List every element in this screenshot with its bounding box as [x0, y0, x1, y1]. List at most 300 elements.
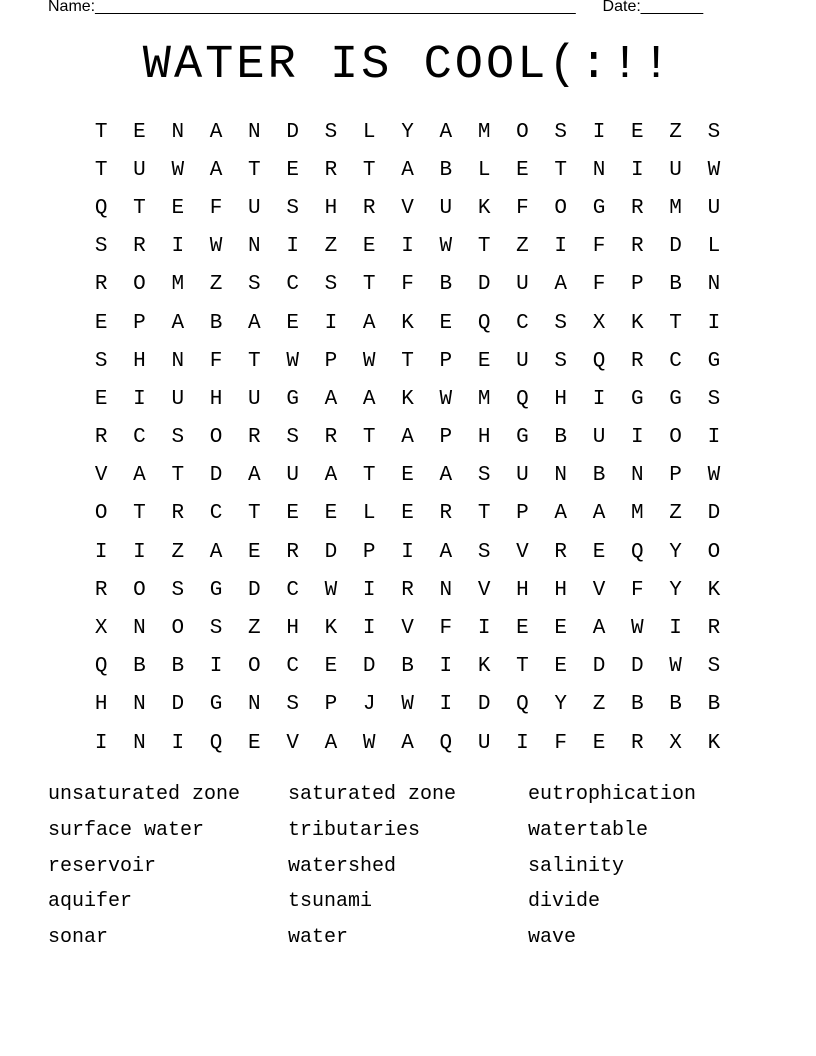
grid-letter: M	[477, 120, 491, 144]
grid-letter: I	[707, 311, 721, 335]
grid-letter: P	[516, 502, 529, 526]
grid-letter: B	[133, 655, 146, 679]
grid-letter: Z	[248, 617, 261, 641]
grid-letter: S	[707, 387, 721, 411]
grid-letter: R	[554, 540, 568, 564]
grid-letter: V	[592, 578, 606, 602]
grid-letter: Q	[592, 349, 606, 373]
grid-letter: B	[171, 655, 185, 679]
grid-letter: I	[477, 617, 491, 641]
grid-letter: Z	[209, 273, 223, 297]
grid-letter: R	[631, 196, 644, 220]
grid-letter: Y	[669, 540, 682, 564]
grid-letter: R	[94, 273, 108, 297]
grid-letter: B	[631, 693, 644, 717]
grid-letter: S	[171, 426, 185, 450]
grid-letter: F	[401, 273, 414, 297]
grid-letter: D	[286, 120, 299, 144]
grid-letter: W	[439, 235, 453, 259]
grid-letter: Q	[209, 731, 223, 755]
letter-grid	[82, 113, 733, 762]
grid-letter: E	[362, 235, 376, 259]
grid-letter: A	[248, 311, 261, 335]
word-list-item: watershed	[288, 854, 397, 878]
grid-letter: W	[631, 617, 644, 641]
grid-letter: W	[209, 235, 223, 259]
grid-letter: U	[248, 387, 261, 411]
name-label: Name:	[48, 0, 96, 15]
grid-letter: S	[248, 273, 261, 297]
word-list-item: reservoir	[48, 854, 157, 878]
grid-letter: B	[592, 464, 606, 488]
grid-letter: I	[439, 693, 453, 717]
grid-letter: T	[477, 502, 491, 526]
grid-letter: Z	[669, 120, 682, 144]
grid-letter: H	[324, 196, 338, 220]
grid-letter: E	[439, 311, 453, 335]
grid-letter: A	[439, 120, 453, 144]
date-line: _______	[640, 0, 704, 15]
grid-letter: I	[707, 426, 721, 450]
grid-letter: R	[94, 426, 108, 450]
grid-letter: I	[94, 731, 108, 755]
grid-letter: S	[477, 464, 491, 488]
grid-letter: R	[171, 502, 185, 526]
grid-letter: T	[362, 273, 376, 297]
grid-letter: X	[669, 731, 682, 755]
grid-letter: A	[133, 464, 146, 488]
grid-letter: P	[133, 311, 146, 335]
grid-letter: H	[209, 387, 223, 411]
grid-letter: A	[248, 464, 261, 488]
grid-letter: I	[401, 235, 414, 259]
grid-letter: C	[516, 311, 529, 335]
grid-letter: S	[707, 655, 721, 679]
word-list-item: sonar	[48, 926, 109, 950]
grid-letter: A	[401, 426, 414, 450]
grid-letter: U	[516, 349, 529, 373]
grid-letter: S	[286, 693, 299, 717]
word-list-item: eutrophication	[528, 783, 697, 806]
grid-letter: I	[362, 578, 376, 602]
grid-letter: H	[477, 426, 491, 450]
grid-letter: O	[669, 426, 682, 450]
grid-letter: S	[554, 311, 568, 335]
grid-letter: F	[592, 273, 606, 297]
grid-letter: O	[171, 617, 185, 641]
grid-letter: R	[631, 349, 644, 373]
grid-letter: A	[209, 540, 223, 564]
grid-letter: M	[669, 196, 682, 220]
grid-letter: D	[248, 578, 261, 602]
grid-letter: E	[286, 158, 299, 182]
grid-letter: N	[248, 120, 261, 144]
grid-letter: G	[669, 387, 682, 411]
grid-letter: G	[592, 196, 606, 220]
grid-letter: W	[286, 349, 299, 373]
grid-letter: W	[171, 158, 185, 182]
grid-letter: E	[171, 196, 185, 220]
grid-letter: I	[171, 235, 185, 259]
grid-letter: T	[171, 464, 185, 488]
grid-letter: I	[631, 426, 644, 450]
grid-letter: T	[248, 349, 261, 373]
grid-letter: Q	[94, 655, 108, 679]
grid-letter: S	[477, 540, 491, 564]
grid-letter: B	[439, 273, 453, 297]
grid-letter: I	[209, 655, 223, 679]
grid-letter: K	[477, 655, 491, 679]
grid-letter: I	[171, 731, 185, 755]
grid-letter: L	[362, 502, 376, 526]
grid-letter: O	[209, 426, 223, 450]
grid-letter: V	[401, 196, 414, 220]
grid-letter: C	[286, 578, 299, 602]
grid-letter: A	[439, 464, 453, 488]
grid-letter: V	[286, 731, 299, 755]
word-list-item: water	[288, 926, 349, 950]
grid-letter: Y	[669, 578, 682, 602]
grid-letter: P	[439, 426, 453, 450]
grid-letter: N	[554, 464, 568, 488]
grid-letter: I	[631, 158, 644, 182]
grid-letter: A	[171, 311, 185, 335]
grid-letter: X	[592, 311, 606, 335]
grid-letter: H	[94, 693, 108, 717]
grid-letter: O	[707, 540, 721, 564]
grid-letter: G	[631, 387, 644, 411]
grid-letter: U	[516, 464, 529, 488]
grid-letter: I	[133, 540, 146, 564]
grid-letter: E	[477, 349, 491, 373]
grid-letter: T	[669, 311, 682, 335]
grid-letter: R	[133, 235, 146, 259]
grid-letter: F	[209, 349, 223, 373]
grid-letter: M	[171, 273, 185, 297]
grid-letter: N	[133, 693, 146, 717]
grid-letter: M	[477, 387, 491, 411]
grid-letter: E	[133, 120, 146, 144]
grid-letter: U	[592, 426, 606, 450]
grid-letter: D	[171, 693, 185, 717]
grid-letter: J	[362, 693, 376, 717]
word-list-item: salinity	[528, 854, 625, 878]
grid-letter: P	[631, 273, 644, 297]
grid-letter: D	[209, 464, 223, 488]
grid-letter: P	[669, 464, 682, 488]
grid-letter: N	[248, 693, 261, 717]
grid-letter: V	[477, 578, 491, 602]
grid-letter: V	[94, 464, 108, 488]
grid-letter: R	[707, 617, 721, 641]
grid-letter: U	[133, 158, 146, 182]
grid-letter: I	[362, 617, 376, 641]
grid-letter: K	[477, 196, 491, 220]
grid-letter: G	[516, 426, 529, 450]
grid-letter: I	[439, 655, 453, 679]
word-list	[48, 780, 768, 959]
grid-letter: E	[401, 502, 414, 526]
grid-letter: E	[324, 502, 338, 526]
grid-letter: E	[592, 540, 606, 564]
grid-letter: P	[324, 349, 338, 373]
grid-letter: A	[324, 731, 338, 755]
grid-letter: G	[209, 578, 223, 602]
grid-letter: A	[401, 731, 414, 755]
grid-letter: I	[94, 540, 108, 564]
grid-letter: W	[362, 731, 376, 755]
grid-letter: E	[286, 502, 299, 526]
grid-letter: D	[477, 273, 491, 297]
grid-letter: R	[439, 502, 453, 526]
grid-letter: Y	[401, 120, 414, 144]
grid-letter: W	[707, 158, 721, 182]
grid-letter: T	[248, 502, 261, 526]
grid-letter: R	[94, 578, 108, 602]
grid-letter: C	[286, 655, 299, 679]
grid-letter: E	[554, 617, 568, 641]
grid-letter: W	[707, 464, 721, 488]
grid-letter: I	[554, 235, 568, 259]
grid-letter: P	[362, 540, 376, 564]
grid-letter: T	[477, 235, 491, 259]
grid-letter: Q	[516, 387, 529, 411]
grid-letter: A	[554, 502, 568, 526]
grid-letter: W	[401, 693, 414, 717]
grid-letter: A	[324, 387, 338, 411]
grid-letter: R	[248, 426, 261, 450]
grid-letter: H	[554, 578, 568, 602]
grid-letter: F	[631, 578, 644, 602]
grid-letter: C	[133, 426, 146, 450]
grid-letter: D	[592, 655, 606, 679]
grid-letter: S	[209, 617, 223, 641]
grid-letter: Z	[171, 540, 185, 564]
grid-letter: R	[362, 196, 376, 220]
grid-letter: R	[631, 731, 644, 755]
grid-letter: Z	[516, 235, 529, 259]
word-list-item: watertable	[528, 818, 649, 842]
grid-letter: D	[669, 235, 682, 259]
word-list-item: unsaturated zone	[48, 783, 241, 806]
grid-letter: I	[516, 731, 529, 755]
grid-letter: A	[592, 617, 606, 641]
grid-letter: N	[171, 120, 185, 144]
grid-letter: F	[516, 196, 529, 220]
grid-letter: N	[133, 617, 146, 641]
grid-letter: D	[707, 502, 721, 526]
grid-letter: T	[516, 655, 529, 679]
grid-letter: E	[94, 311, 108, 335]
grid-letter: B	[669, 273, 682, 297]
grid-letter: K	[707, 578, 721, 602]
grid-letter: R	[324, 158, 338, 182]
grid-letter: D	[477, 693, 491, 717]
word-list-item: divide	[528, 890, 601, 914]
grid-letter: I	[324, 311, 338, 335]
grid-letter: L	[477, 158, 491, 182]
grid-letter: H	[133, 349, 146, 373]
grid-letter: L	[707, 235, 721, 259]
grid-letter: B	[554, 426, 568, 450]
grid-letter: O	[133, 578, 146, 602]
grid-letter: W	[669, 655, 682, 679]
grid-letter: B	[669, 693, 682, 717]
grid-letter: N	[631, 464, 644, 488]
grid-letter: D	[324, 540, 338, 564]
grid-letter: E	[324, 655, 338, 679]
grid-letter: S	[94, 349, 108, 373]
grid-letter: U	[669, 158, 682, 182]
grid-letter: T	[362, 426, 376, 450]
grid-letter: H	[286, 617, 299, 641]
grid-letter: B	[439, 158, 453, 182]
grid-letter: N	[133, 731, 146, 755]
grid-letter: L	[362, 120, 376, 144]
grid-letter: U	[171, 387, 185, 411]
grid-letter: Y	[554, 693, 568, 717]
grid-letter: Q	[439, 731, 453, 755]
grid-letter: A	[362, 387, 376, 411]
grid-letter: E	[401, 464, 414, 488]
word-list-item: wave	[528, 926, 577, 950]
grid-letter: M	[631, 502, 644, 526]
grid-letter: W	[439, 387, 453, 411]
grid-letter: T	[94, 120, 108, 144]
word-list-item: tributaries	[288, 818, 421, 842]
grid-letter: Z	[324, 235, 338, 259]
grid-letter: I	[133, 387, 146, 411]
grid-letter: S	[286, 196, 299, 220]
grid-letter: Q	[631, 540, 644, 564]
grid-letter: A	[324, 464, 338, 488]
grid-letter: I	[286, 235, 299, 259]
grid-letter: S	[94, 235, 108, 259]
grid-letter: A	[401, 158, 414, 182]
grid-letter: I	[592, 120, 606, 144]
word-list-item: aquifer	[48, 890, 133, 914]
grid-letter: U	[516, 273, 529, 297]
grid-letter: Z	[669, 502, 682, 526]
grid-letter: A	[439, 540, 453, 564]
grid-letter: E	[516, 158, 529, 182]
grid-letter: U	[707, 196, 721, 220]
grid-letter: S	[554, 349, 568, 373]
grid-letter: S	[286, 426, 299, 450]
grid-letter: U	[286, 464, 299, 488]
grid-letter: B	[707, 693, 721, 717]
grid-letter: C	[669, 349, 682, 373]
grid-letter: U	[439, 196, 453, 220]
grid-letter: S	[554, 120, 568, 144]
grid-letter: K	[631, 311, 644, 335]
grid-letter: T	[401, 349, 414, 373]
grid-letter: G	[286, 387, 299, 411]
grid-letter: U	[248, 196, 261, 220]
grid-letter: R	[286, 540, 299, 564]
grid-letter: X	[94, 617, 108, 641]
word-list-item: saturated zone	[288, 783, 457, 806]
grid-letter: B	[401, 655, 414, 679]
grid-letter: E	[592, 731, 606, 755]
grid-letter: E	[94, 387, 108, 411]
grid-letter: W	[324, 578, 338, 602]
grid-letter: O	[133, 273, 146, 297]
grid-letter: I	[401, 540, 414, 564]
grid-letter: A	[362, 311, 376, 335]
grid-letter: N	[707, 273, 721, 297]
grid-letter: E	[248, 540, 261, 564]
grid-letter: I	[669, 617, 682, 641]
name-line: ______________________________________________________	[95, 0, 576, 15]
grid-letter: T	[248, 158, 261, 182]
grid-letter: F	[554, 731, 568, 755]
grid-letter: O	[554, 196, 568, 220]
grid-letter: A	[209, 120, 223, 144]
grid-letter: P	[439, 349, 453, 373]
grid-letter: H	[516, 578, 529, 602]
grid-letter: T	[362, 464, 376, 488]
grid-letter: O	[248, 655, 261, 679]
grid-letter: B	[209, 311, 223, 335]
date-label: Date:	[602, 0, 641, 15]
grid-letter: Q	[516, 693, 529, 717]
grid-letter: T	[133, 502, 146, 526]
page-title: WATER IS COOL(:!!	[142, 39, 674, 92]
grid-letter: G	[707, 349, 721, 373]
grid-letter: K	[401, 311, 414, 335]
word-list-item: tsunami	[288, 890, 373, 914]
grid-letter: N	[171, 349, 185, 373]
grid-letter: O	[94, 502, 108, 526]
grid-letter: F	[439, 617, 453, 641]
grid-letter: V	[516, 540, 529, 564]
grid-letter: I	[592, 387, 606, 411]
grid-letter: F	[592, 235, 606, 259]
grid-letter: A	[209, 158, 223, 182]
grid-letter: E	[554, 655, 568, 679]
grid-letter: V	[401, 617, 414, 641]
grid-letter: N	[248, 235, 261, 259]
grid-letter: Q	[477, 311, 491, 335]
grid-letter: R	[401, 578, 414, 602]
grid-letter: S	[171, 578, 185, 602]
grid-letter: A	[592, 502, 606, 526]
grid-letter: T	[94, 158, 108, 182]
grid-letter: D	[631, 655, 644, 679]
grid-letter: N	[592, 158, 606, 182]
grid-letter: D	[362, 655, 376, 679]
grid-letter: P	[324, 693, 338, 717]
word-list-item: surface water	[48, 818, 205, 842]
grid-letter: Q	[94, 196, 108, 220]
header	[48, 0, 748, 20]
grid-letter: E	[286, 311, 299, 335]
grid-letter: K	[707, 731, 721, 755]
grid-letter: N	[439, 578, 453, 602]
grid-letter: O	[516, 120, 529, 144]
grid-letter: E	[631, 120, 644, 144]
grid-letter: U	[477, 731, 491, 755]
grid-letter: G	[209, 693, 223, 717]
grid-letter: R	[631, 235, 644, 259]
grid-letter: T	[362, 158, 376, 182]
grid-letter: C	[209, 502, 223, 526]
grid-letter: W	[362, 349, 376, 373]
grid-letter: K	[324, 617, 338, 641]
grid-letter: R	[324, 426, 338, 450]
grid-letter: K	[401, 387, 414, 411]
